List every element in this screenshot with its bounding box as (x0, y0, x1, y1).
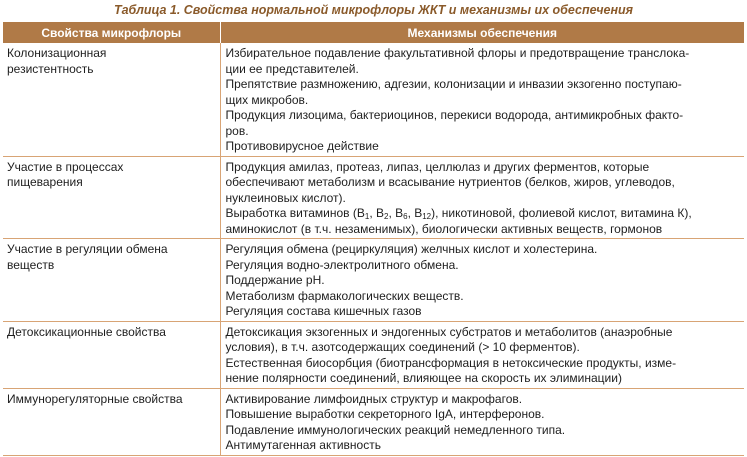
table-caption: Таблица 1. Свойства нормальной микрофлоры ЖКТ и механизмы их обеспечения (113, 3, 634, 17)
table-row (3, 388, 744, 455)
table-row (3, 156, 744, 239)
mechanism-cell: Продукция амилаз, протеаз, липаз, целлюлаз и других ферментов, которые обеспечивают метаболизм и всасывание нутриентов (белков, жиров, углеводов, нуклеиновых кислот). Выработка витаминов ($В_1$, $В_2$, $В_6$, $В_{12}$), никотиновой, фолиевой кислот, витамина К), аминокислот (в т.ч. незаменимых), биологически активных веществ, гормонов (220, 156, 744, 239)
mechanism-cell: Регуляция обмена (рециркуляция) желчных кислот и холестерина. Регуляция водно-электролитного обмена. Поддержание рН. Метаболизм фармакологических веществ. Регуляция состава кишечных газов (220, 239, 744, 322)
property-cell: Детоксикационные свойства (3, 321, 220, 388)
property-cell: Колонизационная резистентность (3, 43, 220, 156)
mechanism-cell: Активирование лимфоидных структур и макрофагов. Повышение выработки секреторного IgA, интерферонов. Подавление иммунологических реакций немедленного типа. Антимутагенная активность (220, 388, 744, 455)
microflora-table (3, 22, 744, 456)
property-cell: Иммунорегуляторные свойства (3, 388, 220, 455)
table-row (3, 43, 744, 156)
table-row (3, 239, 744, 322)
mechanism-cell: Избирательное подавление факультативной флоры и предотвращение транслока- ции ее представителей. Препятствие размножению, адгезии, колонизации и инвазии экзогенно поступаю- щих микробов. Продукция лизоцима, бактериоцинов, перекиси водорода, антимикробных факто- ров. Противовирусное действие (220, 43, 744, 156)
header-mechanism: Механизмы обеспечения (220, 22, 744, 43)
table-row (3, 321, 744, 388)
table-header-row (3, 22, 744, 43)
property-cell: Участие в регуляции обмена веществ (3, 239, 220, 322)
mechanism-cell: Детоксикация экзогенных и эндогенных субстратов и метаболитов (анаэробные условия), в т.ч. азотсодержащих соединений (> 10 ферментов). Естественная биосорбция (биотрансформация в нетоксические продукты, изме- нение полярности соединений, влияющее на скорость их элиминации) (220, 321, 744, 388)
vitamins-line: Выработка витаминов ($В_1$, $В_2$, $В_6$, $В_{12}$), никотиновой, фолиевой кислот, витамина К), (225, 206, 692, 221)
property-cell: Участие в процессах пищеварения (3, 156, 220, 239)
header-property: Свойства микрофлоры (3, 22, 220, 43)
